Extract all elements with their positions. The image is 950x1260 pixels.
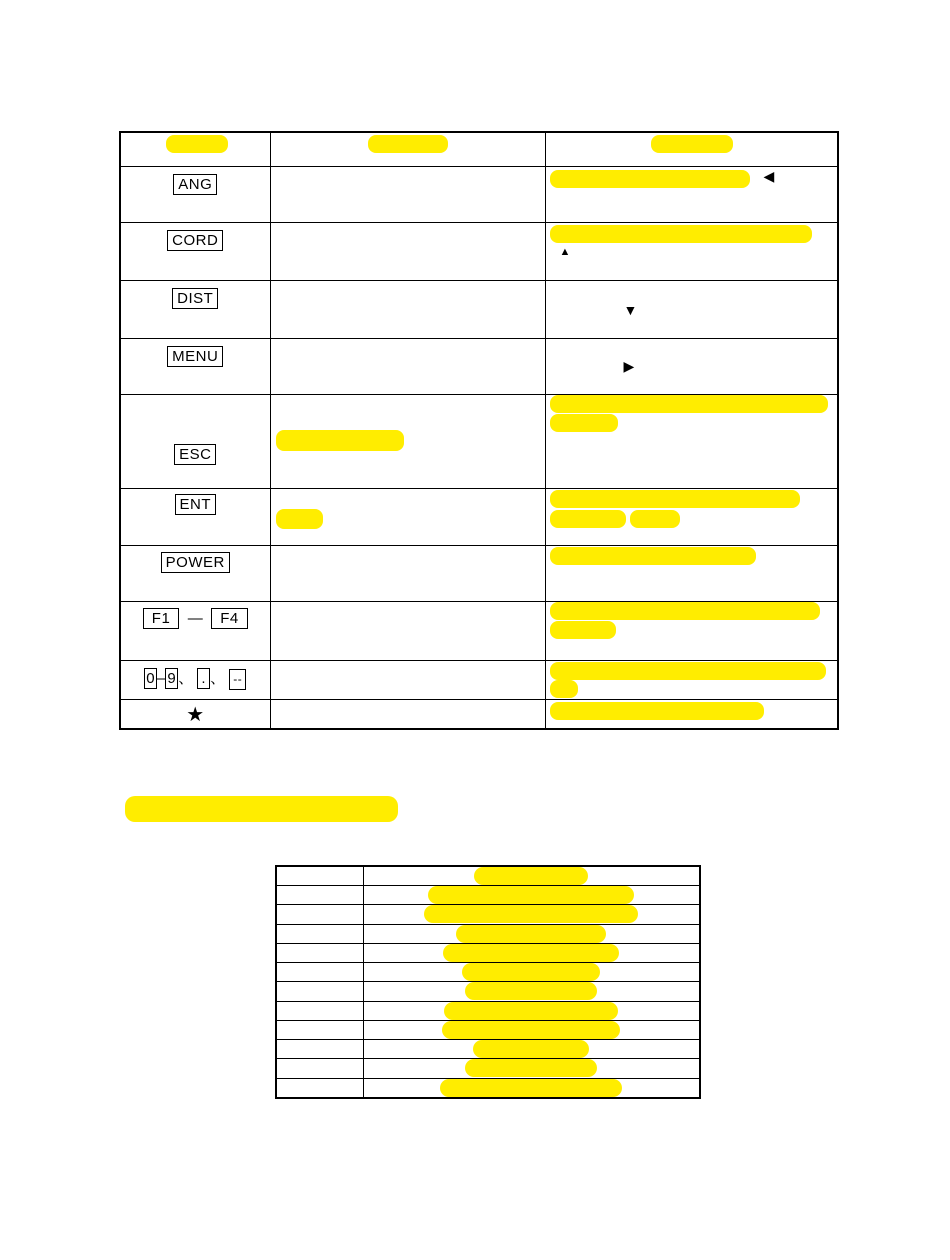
table-row <box>120 338 838 394</box>
right-arrow-icon: ▶ <box>623 357 635 374</box>
esc-key: ESC <box>174 444 216 465</box>
name-cell <box>270 394 545 488</box>
function-cell <box>545 699 838 729</box>
table-row <box>120 601 838 660</box>
key-cell <box>120 338 270 394</box>
f1-key: F1 <box>143 608 180 629</box>
left-arrow-icon: ◀ <box>763 167 775 184</box>
key-cell <box>120 601 270 660</box>
table-row <box>120 545 838 601</box>
name-cell <box>270 280 545 338</box>
table-row <box>276 924 700 943</box>
minus-key: -- <box>229 669 246 690</box>
key-cell <box>120 166 270 222</box>
range-dash: – <box>157 669 166 687</box>
name-cell <box>270 222 545 280</box>
table-row <box>120 222 838 280</box>
name-cell <box>270 338 545 394</box>
function-cell <box>545 488 838 545</box>
digit-9-key: 9 <box>167 669 177 687</box>
table-row <box>120 488 838 545</box>
symbol-table <box>275 865 701 1099</box>
separator: 、 <box>210 669 226 687</box>
function-cell <box>545 166 838 222</box>
f4-key: F4 <box>211 608 248 629</box>
cord-key: CORD <box>167 230 223 251</box>
table-row <box>276 905 700 924</box>
key-cell <box>120 488 270 545</box>
table-row <box>276 1020 700 1039</box>
separator: 、 <box>178 669 194 687</box>
name-cell <box>270 166 545 222</box>
up-arrow-icon: ▲ <box>559 245 571 258</box>
dist-key: DIST <box>172 288 218 309</box>
ang-key: ANG <box>173 174 217 195</box>
table-row <box>276 943 700 962</box>
header-name-cell <box>270 132 545 166</box>
menu-key: MENU <box>167 346 223 367</box>
name-cell <box>270 601 545 660</box>
key-cell <box>120 222 270 280</box>
star-icon: ★ <box>186 703 205 726</box>
name-cell <box>270 545 545 601</box>
decimal-point-key: . <box>197 668 210 689</box>
table-row <box>120 166 838 222</box>
power-key: POWER <box>161 552 230 573</box>
key-function-table <box>119 131 839 730</box>
function-cell <box>545 280 838 338</box>
table-row <box>276 1059 700 1078</box>
function-cell <box>545 660 838 699</box>
key-cell <box>120 699 270 729</box>
name-cell <box>270 488 545 545</box>
key-cell <box>120 660 270 699</box>
table-row <box>276 1040 700 1059</box>
table-row <box>276 886 700 905</box>
ent-key: ENT <box>175 494 217 515</box>
key-cell <box>120 280 270 338</box>
table-row <box>120 394 838 488</box>
section-heading <box>125 796 398 822</box>
down-arrow-icon: ▼ <box>623 301 638 318</box>
key-cell <box>120 394 270 488</box>
function-cell <box>545 222 838 280</box>
table-row <box>120 699 838 729</box>
table-row <box>276 1078 700 1098</box>
table-row <box>120 280 838 338</box>
header-function-cell <box>545 132 838 166</box>
range-dash: — <box>187 609 203 627</box>
table-row <box>276 866 700 886</box>
table-row <box>276 982 700 1001</box>
function-cell <box>545 338 838 394</box>
table-header-row <box>120 132 838 166</box>
table-row <box>120 660 838 699</box>
function-cell <box>545 601 838 660</box>
name-cell <box>270 660 545 699</box>
key-cell <box>120 545 270 601</box>
function-cell <box>545 545 838 601</box>
digit-0-key: 0 <box>146 669 156 687</box>
table-row <box>276 1001 700 1020</box>
header-key-cell <box>120 132 270 166</box>
table-row <box>276 963 700 982</box>
name-cell <box>270 699 545 729</box>
function-cell <box>545 394 838 488</box>
